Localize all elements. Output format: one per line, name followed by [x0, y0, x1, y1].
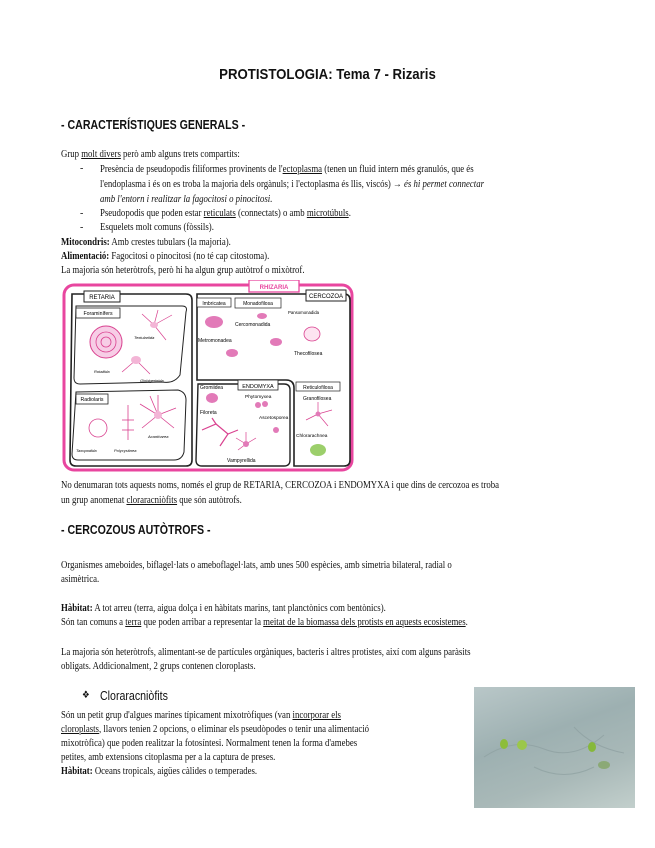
radiolaris-label: Radiolaris — [80, 397, 104, 403]
chlorarachniophyte-line-3: mixotròfica) que poden realitzar la fotosíntesi. Normalment tenen la forma d'amebes — [61, 738, 358, 749]
bullet-1-line-1: Presència de pseudopodis filiformes provinents de l'ectoplasma (tenen un fluid intern més granulós, que és — [100, 164, 474, 175]
vampyrellida-label: Vampyrellida — [227, 458, 256, 464]
retaria-label: RETARIA — [89, 295, 115, 301]
chlorarachniophyte-line-4: petites, amb extensions citoplasma per a la captura de preses. — [61, 752, 276, 763]
rhizaria-diagram — [62, 280, 354, 472]
granofilosea-label: Granofilosea — [303, 396, 332, 402]
biomass-line: Són tan comuns a terra que poden arribar a representar la meitat de la biomassa dels protists en aquests ecosistemes. — [61, 617, 468, 628]
chloroplast-cell — [500, 739, 508, 749]
nutrition-line-2: obligats. Addicionalment, 2 grups contenen cloroplasts. — [61, 661, 256, 672]
foraminifer-taxon-3: Globigerinida — [140, 378, 164, 383]
filoreta-label: Filoreta — [200, 410, 217, 416]
nutrition-line-1: La majoria són heteròtrofs, alimentant-se de partícules orgàniques, bacteris i altres protistes, així com alguns paràsits — [61, 647, 471, 658]
cercozoa-label: CERCOZOA — [308, 294, 344, 300]
foraminifer-taxon-1: Textulariida — [134, 335, 155, 340]
reticulofilosa-label: Reticulofilosa — [303, 385, 333, 391]
metromonad-cell — [226, 349, 238, 357]
bullet-2: Pseudopodis que poden estar reticulats (connectats) o amb microtúbuls. — [100, 208, 351, 219]
rhizaria-label: RHIZARIA — [259, 285, 289, 291]
bullet-dash: - — [80, 208, 84, 219]
chloroplast-cell — [598, 761, 610, 769]
thecofilosea-label: Thecofilosea — [294, 351, 323, 357]
bullet-dash: - — [80, 222, 84, 233]
endomyxa-label: ENDOMYXA — [242, 384, 274, 390]
gromiidea-label: Gromiidea — [200, 385, 224, 391]
bullet-1-line-2: l'endoplasma i és on es troba la majoria dels orgànuls; i l'ectoplasma és llis, viscós) → és hi permet connectar — [100, 179, 485, 190]
cercomonad-cell — [270, 338, 282, 346]
feeding-line: Alimentació: Fagocitosi o pinocitosi (no té cap citostoma). — [61, 251, 270, 262]
cercomonadida-label: Cercomonadida — [235, 322, 271, 328]
bullet-3: Esquelets molt comuns (fòssils). — [100, 222, 214, 233]
ascetosporea-label: Ascetosporea — [259, 416, 289, 421]
heterotroph-line: La majoria són heteròtrofs, però hi ha algun grup autòtrof o mixòtrof. — [61, 265, 305, 276]
bullet-dash: - — [80, 163, 84, 174]
subsection-title: Cloraracniòfits — [100, 689, 168, 703]
chlorarachniophyte-habitat: Hàbitat: Oceans tropicals, aigües càlides o temperades. — [61, 766, 258, 777]
foraminifer-shell — [90, 326, 122, 358]
phytomyxea-label: Phytomyxea — [245, 395, 272, 400]
monadofilosa-label: Monadofilosa — [243, 301, 273, 307]
mitochondria-line: Mitocondris: Amb crestes tubulars (la majoria). — [61, 237, 231, 248]
cercozous-paragraph-line-1: Organismes ameboides, biflagel·lats o ameboflagel·lats, amb unes 500 espècies, amb simetria bilateral, radial o — [61, 560, 452, 571]
habitat-line: Hàbitat: A tot arreu (terra, aigua dolça i en hàbitats marins, tant planctònics com bentònics). — [61, 603, 386, 614]
chlorarachniophyte-line-1: Són un petit grup d'algues marines típicament mixotròfiques (van incorporar els — [61, 710, 341, 721]
diamond-bullet-icon: ❖ — [82, 690, 90, 701]
thecofilosea-cell — [304, 327, 320, 341]
radiolarian-taxon-1: Acantharea — [148, 434, 169, 439]
foraminifers-label: Foraminífers — [83, 311, 113, 317]
rhizaria-diagram-svg — [62, 280, 354, 472]
diagram-note-line-2: un grup anomenat cloraracniòfits que són autòtrofs. — [61, 495, 242, 506]
radiolarian-taxon-3: Taxopodida — [76, 448, 97, 453]
intro-line: Grup molt divers però amb alguns trets compartits: — [61, 149, 240, 160]
incertae-label: Imbricatea — [202, 301, 226, 307]
section-heading-general: - CARACTERÍSTIQUES GENERALS - — [61, 118, 246, 132]
chlorarachnea-label: Chlorarachnea — [296, 434, 328, 439]
pansomonadida-label: Pansomonadida — [288, 310, 320, 315]
foraminifer-taxon-2: Rotaliida — [94, 369, 110, 374]
imbricatea-cell — [205, 316, 223, 328]
diagram-note-line-1: No denumaran tots aquests noms, només el grup de RETARIA, CERCOZOA i ENDOMYXA i que dins de cercozoa es troba — [61, 480, 500, 491]
section-heading-cercozous: - CERCOZOUS AUTÒTROFS - — [61, 523, 211, 537]
chloroplast-cell — [517, 740, 527, 750]
chlorarachniophyte-line-2: cloroplasts, llavors tenien 2 opcions, o eliminar els pseudòpodes o tenir una alimentació — [61, 724, 370, 735]
micrograph-svg — [474, 687, 635, 808]
cercozous-paragraph-line-2: asimètrica. — [61, 574, 100, 585]
page-title: PROTISTOLOGIA: Tema 7 - Rizaris — [219, 66, 436, 83]
chlorarachnea-cell — [310, 444, 326, 456]
radiolarian-taxon-2: Polycystinea — [114, 448, 137, 453]
metromonadea-label: Metromonadea — [198, 338, 232, 344]
chlorarachniophyte-micrograph — [474, 687, 635, 808]
chloroplast-cell — [588, 742, 596, 752]
bullet-1-line-3: amb l'entorn i realitzar la fagocitosi o pinocitosi. — [100, 194, 273, 205]
